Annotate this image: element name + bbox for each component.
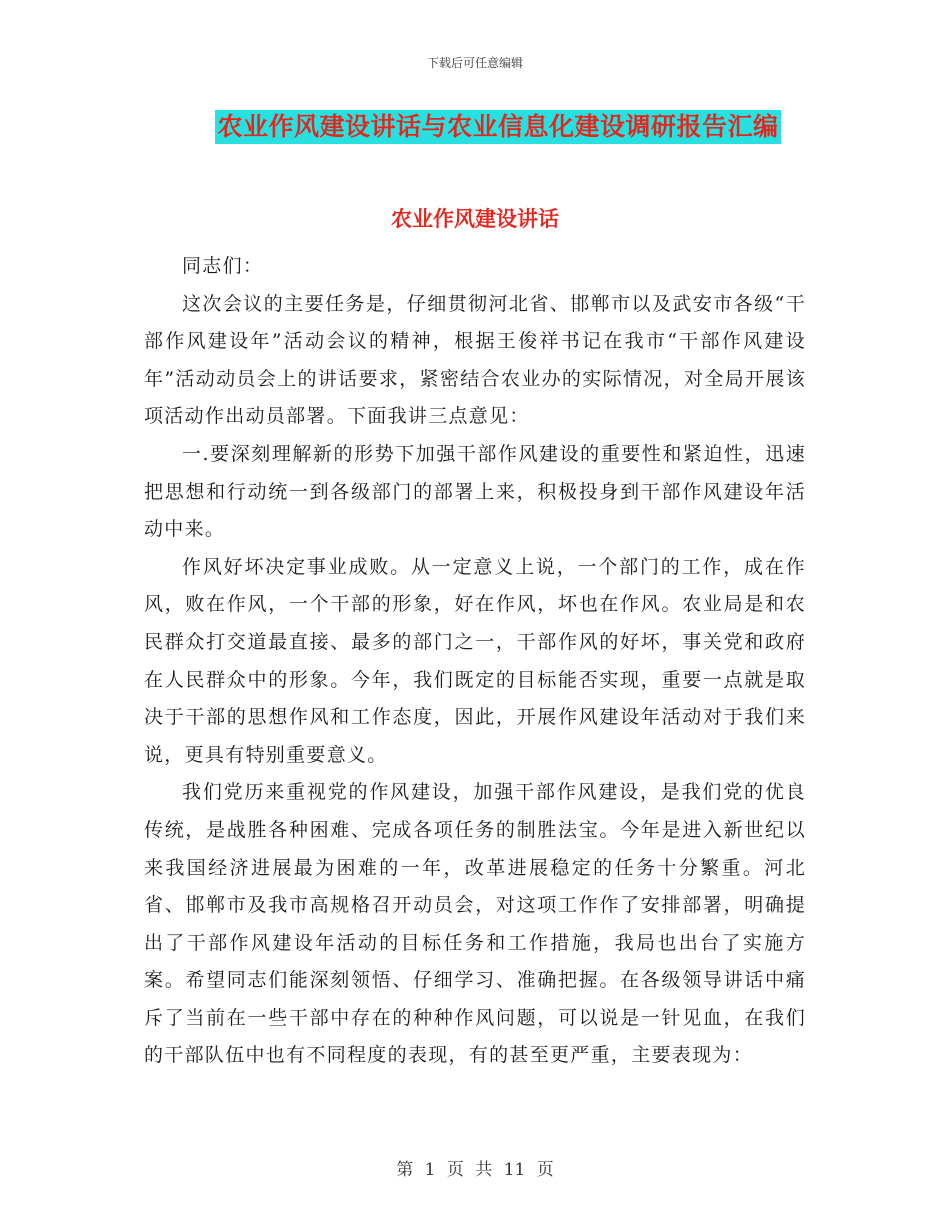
paragraph: 作风好坏决定事业成败。从一定意义上说，一个部门的工作，成在作风，败在作风，一个干部的形象，好在作风，坏也在作风。农业局是和农民群众打交道最直接、最多的部门之一，干部作风的好坏，事关党和政府在人民群众中的形象。今年，我们既定的目标能否实现，重要一点就是取决于干部的思想作风和工作态度，因此，开展作风建设年活动对于我们来说，更具有特别重要意义。 — [144, 555, 806, 766]
paragraph-salutation: 同志们： — [182, 255, 264, 277]
page-number-footer: 第 1 页 共 11 页 — [396, 1160, 554, 1180]
main-title: 农业作风建设讲话与农业信息化建设调研报告汇编 — [215, 110, 780, 144]
header-note: 下载后可任意编辑 — [426, 56, 523, 70]
document-body — [144, 248, 806, 1075]
main-title-container — [0, 110, 950, 144]
paragraph: 我们党历来重视党的作风建设，加强干部作风建设，是我们党的优良传统，是战胜各种困难、完成各项任务的制胜法宝。今年是进入新世纪以来我国经济进展最为困难的一年，改革进展稳定的任务十分繁重。河北省、邯郸市及我市高规格召开动员会，对这项工作作了安排部署，明确提出了干部作风建设年活动的目标任务和工作措施，我局也出台了实施方案。希望同志们能深刻领悟、仔细学习、准确把握。在各级领导讲话中痛斥了当前在一些干部中存在的种种作风问题，可以说是一针见血，在我们的干部队伍中也有不同程度的表现，有的甚至更严重，主要表现为： — [144, 781, 806, 1067]
paragraph: 一.要深刻理解新的形势下加强干部作风建设的重要性和紧迫性，迅速把思想和行动统一到各级部门的部署上来，积极投身到干部作风建设年活动中来。 — [144, 442, 806, 541]
section-title: 农业作风建设讲话 — [391, 207, 559, 231]
paragraph: 这次会议的主要任务是，仔细贯彻河北省、邯郸市以及武安市各级“干部作风建设年”活动会议的精神，根据王俊祥书记在我市“干部作风建设年”活动动员会上的讲话要求，紧密结合农业办的实际情况，对全局开展该项活动作出动员部署。下面我讲三点意见： — [144, 292, 806, 428]
